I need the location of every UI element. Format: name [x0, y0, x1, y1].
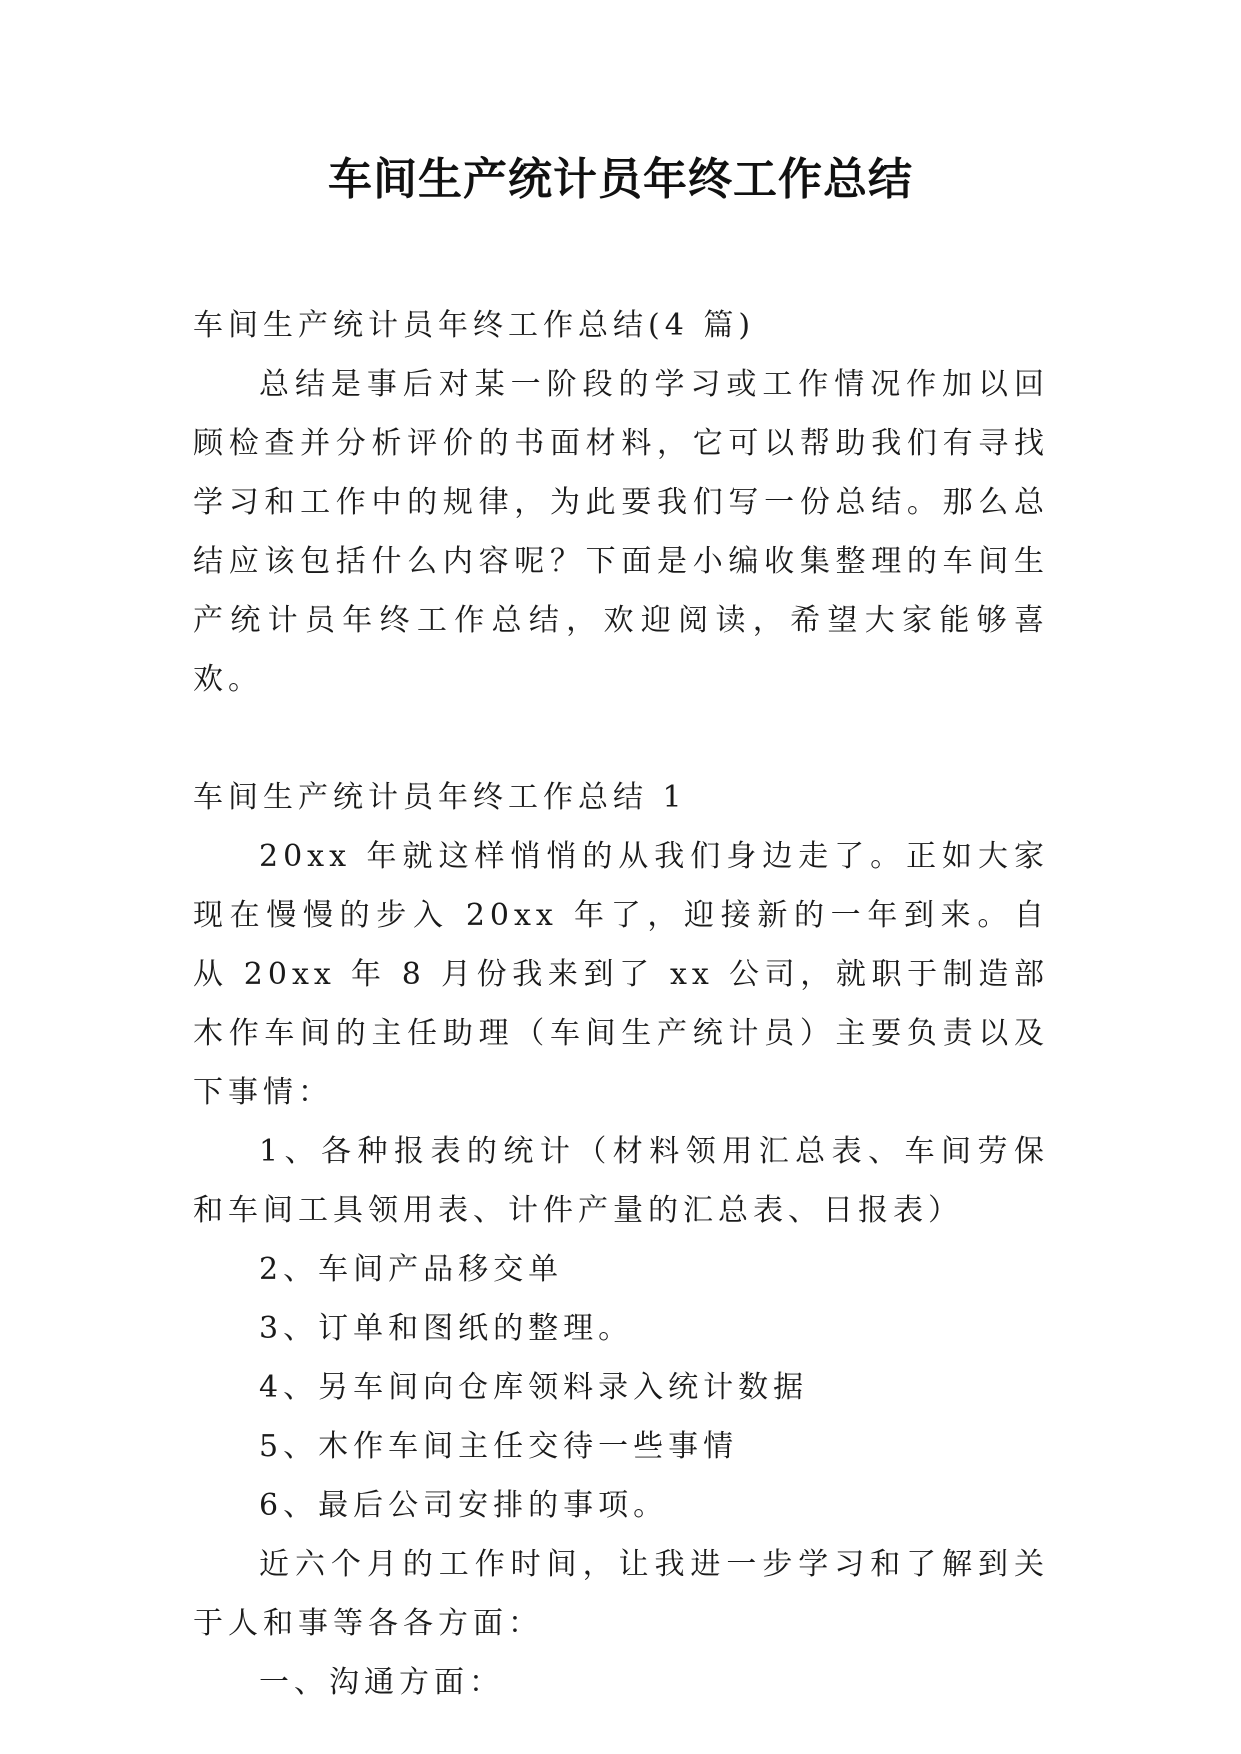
document-subtitle: 车间生产统计员年终工作总结(4 篇)	[193, 308, 756, 343]
list-item: 3、订单和图纸的整理。	[259, 1311, 634, 1346]
intro-paragraph: 总结是事后对某一阶段的学习或工作情况作加以回顾检查并分析评价的书面材料，它可以帮助我们有寻找学习和工作中的规律，为此要我们写一份总结。那么总结应该包括什么内容呢？下面是小编收集整理的车间生产统计员年终工作总结，欢迎阅读，希望大家能够喜欢。	[193, 367, 1049, 697]
section-spacer	[193, 709, 1049, 768]
list-item: 5、木作车间主任交待一些事情	[259, 1429, 739, 1464]
list-item: 1、各种报表的统计（材料领用汇总表、车间劳保和车间工具领用表、计件产量的汇总表、日报表）	[193, 1134, 1049, 1228]
list-item: 4、另车间向仓库领料录入统计数据	[259, 1370, 809, 1405]
document-body	[193, 296, 1049, 1712]
subheading: 一、沟通方面：	[259, 1665, 504, 1700]
section-paragraph: 20xx 年就这样悄悄的从我们身边走了。正如大家现在慢慢的步入 20xx 年了，迎接新的一年到来。自从 20xx 年 8 月份我来到了 xx 公司，就职于制造部木作车间的主任助理（车间生产统计员）主要负责以及下事情：	[193, 839, 1049, 1110]
list-item: 2、车间产品移交单	[259, 1252, 564, 1287]
section-heading: 车间生产统计员年终工作总结 1	[193, 780, 687, 815]
closing-paragraph: 近六个月的工作时间，让我进一步学习和了解到关于人和事等各各方面：	[193, 1547, 1049, 1641]
document-title: 车间生产统计员年终工作总结	[328, 154, 913, 205]
list-item: 6、最后公司安排的事项。	[259, 1488, 669, 1523]
